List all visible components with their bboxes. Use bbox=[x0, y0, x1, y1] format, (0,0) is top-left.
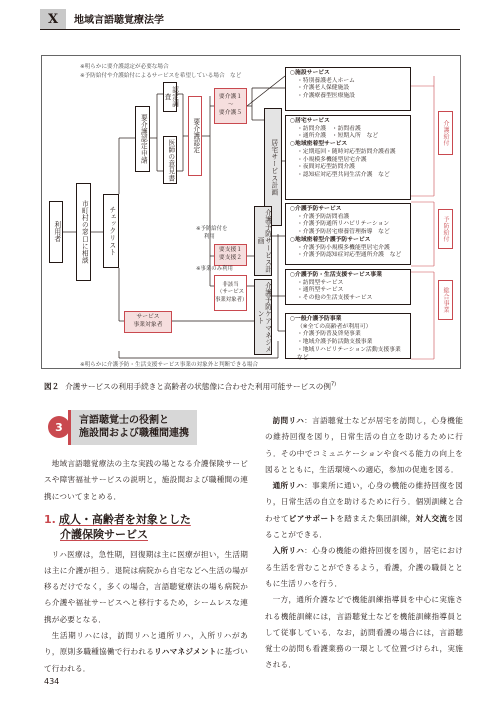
service-target-box: サービス 事業対象者 bbox=[124, 311, 172, 333]
lifecycle-rehab-paragraph: 生活期リハには，訪問リハと通所リハ，入所リハがあり，原則多職種協働で行われるリハマネジメントに基づいて行われる． bbox=[44, 631, 248, 673]
home-visit-rehab-paragraph: 訪問リハ：言語聴覚士などが居宅を訪問し，心身機能の維持回復を図り，日常生活の自立を助けるために行う．その中でコミュニケーションや食べる能力の向上を図るとともに，生活環境への適応，参加の促進を図る． bbox=[265, 416, 463, 474]
section-number: 3 bbox=[48, 416, 70, 438]
municipal-counter-box: 市町村の窓口に相談 bbox=[76, 183, 91, 281]
facility-services-box: ○施設サービス ・特別養護老人ホーム ・介護老人保健施設 ・介護療養型医療施設 bbox=[285, 67, 411, 111]
prevention-benefit-tag: 予防給付 bbox=[438, 209, 453, 249]
yobou-note-1: ※予防給付を bbox=[196, 226, 228, 232]
intro-paragraph: 地域言語聴覚療法の主な実践の場となる介護保険サービスや障害福祉サービスの説明と，施設間および職種間の連携についてまとめる． bbox=[44, 459, 248, 501]
note-bottom: ※明らかに介護予防・生活支援サービス事業の対象外と判断できる場合 bbox=[80, 362, 259, 368]
note-top-2: ※予防給付や介護給付によるサービスを希望している場合 など bbox=[80, 73, 242, 79]
prevention-services-box: ○介護予防サービス ・介護予防訪問看護 ・介護予防通所リハビリテーション ・介護予防居宅療養管理指導 など ○地域密着型介護予防サービス ・介護予防小規模多機能型居宅介護 ・介護予防認知症対応型通所介護 など bbox=[285, 203, 411, 265]
certification-box: 要介護認定 bbox=[188, 96, 202, 176]
outpatient-rehab-paragraph: 通所リハ：事業所に通い，心身の機能の維持回復を図り，日常生活の自立を助けるために行う．個別訓練と合わせてピアサポートを踏まえた集団訓練，対人交流を図ることができる． bbox=[265, 481, 463, 540]
support-level-box: 要支援１ 要支援２ bbox=[214, 244, 247, 266]
application-box: 要介護認定申請 bbox=[135, 106, 150, 172]
home-services-box: ○居宅サービス ・訪問介護 ・訪問看護 ・通所介護 ・短期入所 など ○地域密着型サービス ・定期巡回・随時対応型訪問介護看護 ・小規模多機能型居宅介護 ・夜間対応型訪問介護 ・認知症対応型共同生活介護 など bbox=[285, 115, 411, 200]
general-prevention-box: ○一般介護予防事業 （※全ての高齢者が利用可） ・介護予防普及啓発事業 ・地域介護予防活動支援事業 ・地域リハビリテーション活動支援事業など bbox=[285, 313, 411, 359]
section-title: 言語聴覚士の役割と 施設間および職種間連携 bbox=[68, 410, 197, 445]
comprehensive-project-tag: 総合事業 bbox=[438, 280, 453, 320]
chapter-number: X bbox=[40, 9, 66, 29]
running-header bbox=[40, 10, 460, 30]
care-benefit-tag: 介護給付 bbox=[438, 111, 453, 155]
note-top-1: ※明らかに要介護認定が必要な場合 bbox=[80, 64, 169, 70]
page-number: 434 bbox=[44, 677, 60, 686]
jigyou-note: ※事業のみ利用 bbox=[196, 266, 233, 272]
yobou-note-2: 利用 bbox=[204, 234, 215, 240]
care-management-box: 介護予防ケアマネジメント bbox=[254, 279, 272, 355]
right-column bbox=[265, 413, 463, 674]
left-column bbox=[44, 404, 248, 677]
residential-rehab-paragraph: 入所リハ：心身の機能の維持回復を図り，居宅における生活を営むことができるよう，看護，介護の職員とともに生活リハを行う． bbox=[265, 546, 463, 588]
section-heading bbox=[48, 404, 248, 450]
care-level-box: 要介護１ ～ 要介護５ bbox=[214, 88, 247, 124]
figure-caption: 図２ 介護サービスの利用手続きと高齢者の状態像に合わせた利用可能サービスの例$^{7)}$ bbox=[44, 381, 337, 391]
subsection-heading: 1. 成人・高齢者を対象とした 介護保険サービス bbox=[44, 512, 191, 541]
kyotaku-plan-box: 居宅サービス計画 bbox=[264, 108, 282, 226]
functional-training-paragraph: 一方，通所介護などで機能訓練指導員を中心に実施される機能訓練には，言語聴覚士などを機能訓練指導員として従事している．なお，訪問看護の場合には，言語聴覚士の訪問も看護業務の一環として位置づけられ，実施される． bbox=[265, 595, 463, 670]
doctor-opinion-box: 医師の意見書 bbox=[163, 136, 177, 184]
life-support-services-box: ○介護予防・生活支援サービス事業 ・訪問型サービス ・通所型サービス ・その他の生活支援サービス bbox=[285, 269, 411, 305]
book-title: 地域言語聴覚療法学 bbox=[74, 15, 164, 26]
yobou-plan-box: 介護予防サービス計画 bbox=[254, 206, 272, 276]
service-flow-figure bbox=[41, 55, 461, 369]
user-box: 利用者 bbox=[49, 201, 63, 263]
not-applicable-box: 非該当 （サービス 事業対象者） bbox=[214, 275, 247, 311]
investigation-box: 認定調査 bbox=[163, 82, 177, 112]
checklist-box: チェックリスト bbox=[103, 194, 119, 268]
rehab-paragraph: リハ医療は，急性期，回復期は主に医療が担い，生活期は主に介護が担う．退院は病院から自宅などへ生活の場が移るだけでなく，多くの場合，言語聴覚療法の場も病院から介護や福祉サービスへと移行するため，シームレスな連携が必要となる． bbox=[44, 549, 248, 624]
